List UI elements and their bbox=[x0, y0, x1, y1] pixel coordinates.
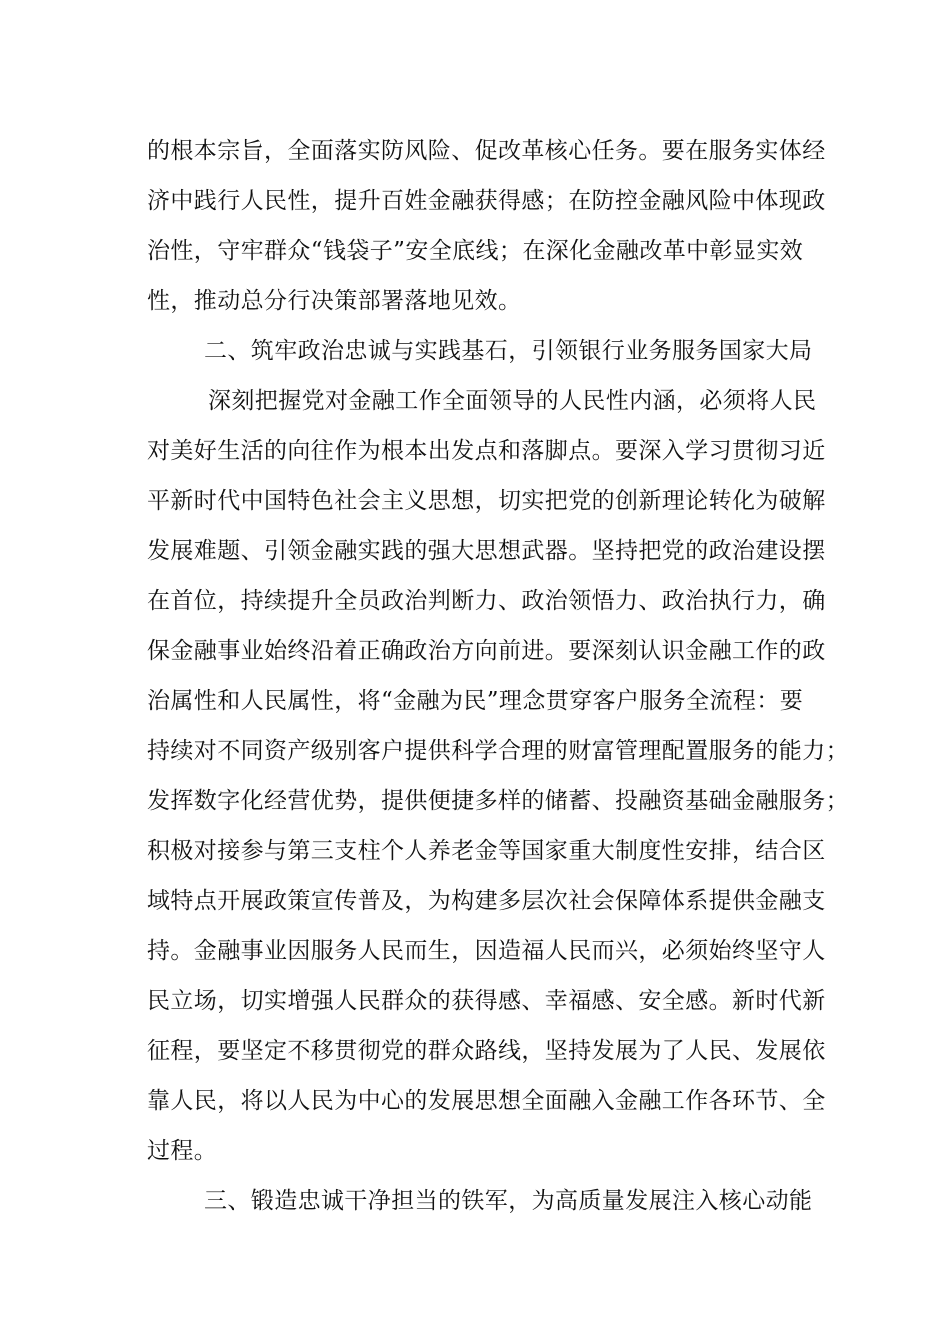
text-line: 积极对接参与第三支柱个人养老金等国家重大制度性安排，结合区 bbox=[147, 838, 826, 864]
text-line: 保金融事业始终沿着正确政治方向前进。要深刻认识金融工作的政 bbox=[147, 638, 826, 664]
text-line: 平新时代中国特色社会主义思想，切实把党的创新理论转化为破解 bbox=[147, 488, 826, 514]
text-line: 过程。 bbox=[147, 1138, 218, 1164]
text-line: 对美好生活的向往作为根本出发点和落脚点。要深入学习贯彻习近 bbox=[147, 438, 826, 464]
text-line: 治性，守牢群众“钱袋子”安全底线；在深化金融改革中彰显实效 bbox=[147, 238, 804, 264]
text-line: 持续对不同资产级别客户提供科学合理的财富管理配置服务的能力； bbox=[147, 738, 849, 764]
text-line: 济中践行人民性，提升百姓金融获得感；在防控金融风险中体现政 bbox=[147, 188, 826, 214]
text-line: 民立场，切实增强人民群众的获得感、幸福感、安全感。新时代新 bbox=[147, 988, 826, 1014]
text-line: 域特点开展政策宣传普及，为构建多层次社会保障体系提供金融支 bbox=[147, 888, 826, 914]
section-heading-3: 三、锻造忠诚干净担当的铁军，为高质量发展注入核心动能 bbox=[204, 1188, 813, 1214]
text-line: 的根本宗旨，全面落实防风险、促改革核心任务。要在服务实体经 bbox=[147, 138, 826, 164]
text-line: 性，推动总分行决策部署落地见效。 bbox=[147, 288, 522, 314]
text-line: 在首位，持续提升全员政治判断力、政治领悟力、政治执行力，确 bbox=[147, 588, 826, 614]
text-line: 发挥数字化经营优势，提供便捷多样的储蓄、投融资基础金融服务； bbox=[147, 788, 849, 814]
text-line: 持。金融事业因服务人民而生，因造福人民而兴，必须始终坚守人 bbox=[147, 938, 826, 964]
text-line: 深刻把握党对金融工作全面领导的人民性内涵，必须将人民 bbox=[208, 388, 817, 414]
section-heading-2: 二、筑牢政治忠诚与实践基石，引领银行业务服务国家大局 bbox=[204, 338, 813, 364]
text-line: 治属性和人民属性，将“金融为民”理念贯穿客户服务全流程：要 bbox=[147, 688, 804, 714]
text-line: 靠人民，将以人民为中心的发展思想全面融入金融工作各环节、全 bbox=[147, 1088, 826, 1114]
text-line: 发展难题、引领金融实践的强大思想武器。坚持把党的政治建设摆 bbox=[147, 538, 826, 564]
text-line: 征程，要坚定不移贯彻党的群众路线，坚持发展为了人民、发展依 bbox=[147, 1038, 826, 1064]
